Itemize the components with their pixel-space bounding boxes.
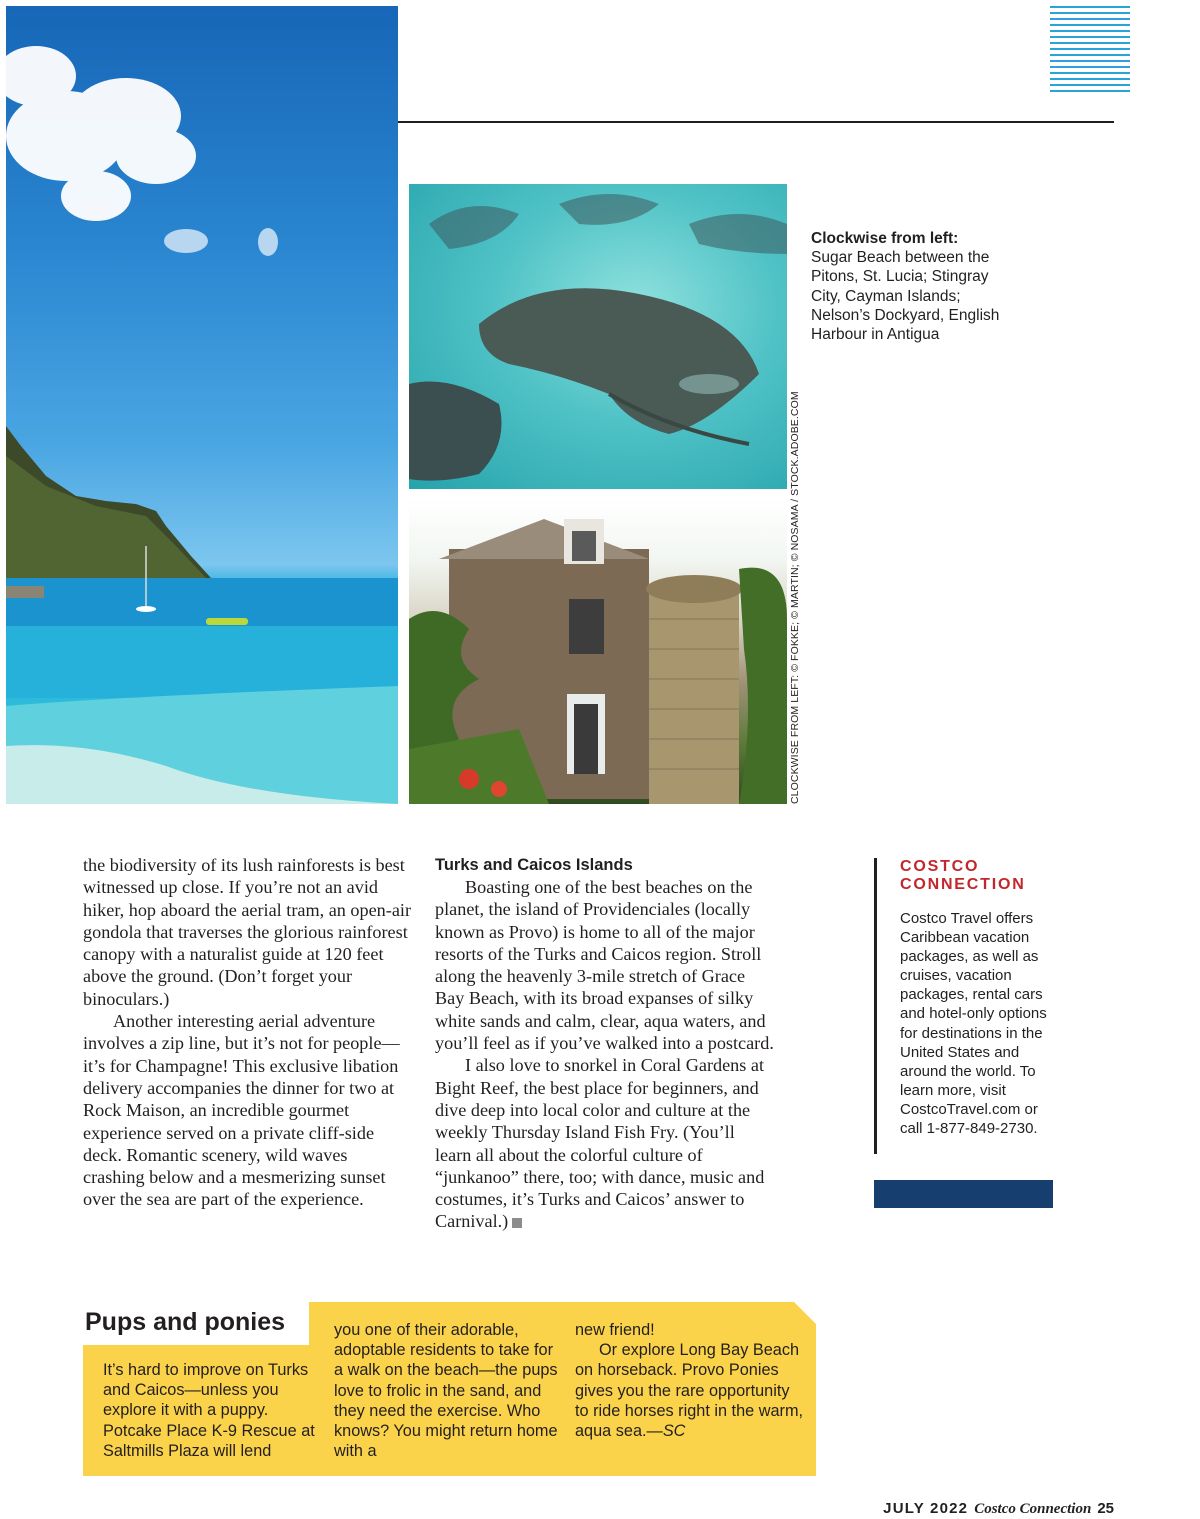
article-paragraph: Another interesting aerial adventure involves a zip line, but it’s not for people—it’s for Champagne! This exclusive libation delivery accompanies the dinner for two at Rock Maison, an incredible gourmet experience served on a private cliff-side deck. Romantic scenery, wild waves crashing below and a mesmerizing sunset over the sea are part of the experience. xyxy=(83,1011,400,1210)
sidebar-title xyxy=(900,858,1060,893)
dockyard-illustration xyxy=(409,499,787,804)
pups-column-1 xyxy=(103,1360,328,1461)
article-paragraph: the biodiversity of its lush rainforests is best witnessed up close. If you’re not an avid hiker, hop aboard the aerial tram, an open-air gondola that traverses the glorious rainforest canopy with a naturalist guide at 120 feet above the ground. (Don’t forget your binoculars.) xyxy=(83,855,412,1009)
caption-text: Sugar Beach between the Pitons, St. Lucia; Stingray City, Cayman Islands; Nelson’s Dockyard, English Harbour in Antigua xyxy=(811,249,1000,344)
nelsons-dockyard-photo xyxy=(409,499,787,804)
sidebar-text: Costco Travel offers Caribbean vacation packages, as well as cruises, vacation packages, rental cars and hotel-only options for destinations in the United States and around the world. To learn more, visit CostcoTravel.com or call 1-877-849-2730. xyxy=(900,910,1047,1138)
pups-paragraph: you one of their adorable, adoptable residents to take for a walk on the beach—the pups love to frolic in the sand, and they need the exercise. Who knows? You might return home with a xyxy=(334,1321,558,1461)
top-rule xyxy=(398,121,1114,123)
pups-column-3 xyxy=(575,1320,805,1441)
photo-caption xyxy=(811,229,1001,344)
sugar-beach-photo xyxy=(6,6,398,804)
footer-magazine-name: Costco Connection xyxy=(974,1501,1092,1517)
photo-credit: CLOCKWISE FROM LEFT: © FOKKE; © MARTIN; © NOSAMA / STOCK.ADOBE.COM xyxy=(789,391,801,804)
sidebar-color-bar xyxy=(874,1180,1053,1208)
section-subhead: Turks and Caicos Islands xyxy=(435,856,633,874)
stripes-logo xyxy=(1050,6,1130,92)
sidebar-title-line: COSTCO xyxy=(900,858,980,875)
pups-paragraph: It’s hard to improve on Turks and Caicos—unless you explore it with a puppy. Potcake Place K-9 Rescue at Saltmills Plaza will lend xyxy=(103,1361,315,1460)
article-column-2 xyxy=(435,854,775,1233)
page-footer xyxy=(864,1499,1114,1519)
article-paragraph: Boasting one of the best beaches on the planet, the island of Providenciales (locally known as Provo) is home to all of the major resorts of the Turks and Caicos region. Stroll along the heavenly 3-mile stretch of Grace Bay Beach, with its broad expanses of silky white sands and calm, clear, aqua waters, and you’ll feel as if you’ve walked into a postcard. xyxy=(435,877,774,1054)
caption-heading: Clockwise from left: xyxy=(811,230,959,247)
article-paragraph: I also love to snorkel in Coral Gardens at Bight Reef, the best place for beginners, and dive deep into local color and culture at the weekly Thursday Island Fish Fry. (You’ll learn all about the colorful culture of “junkanoo” there, too; with dance, music and costumes, it’s Turks and Caicos’ answer to Carnival.) xyxy=(435,1055,765,1232)
beach-illustration xyxy=(6,6,398,804)
pups-column-2 xyxy=(334,1320,559,1461)
pups-paragraph: new friend! xyxy=(575,1321,655,1339)
footer-issue-date: JULY 2022 xyxy=(883,1500,969,1517)
article-column-1 xyxy=(83,854,413,1211)
author-initials: SC xyxy=(662,1422,686,1441)
sidebar-title-line: CONNECTION xyxy=(900,875,1026,893)
stingray-city-photo xyxy=(409,184,787,489)
footer-page-number: 25 xyxy=(1097,1500,1114,1517)
end-mark-icon xyxy=(512,1218,522,1228)
stingray-illustration xyxy=(409,184,787,489)
pups-paragraph: Or explore Long Bay Beach on horseback. Provo Ponies gives you the rare opportunity to ride horses right in the warm, aqua sea.— xyxy=(575,1341,804,1441)
pups-title: Pups and ponies xyxy=(85,1308,286,1336)
